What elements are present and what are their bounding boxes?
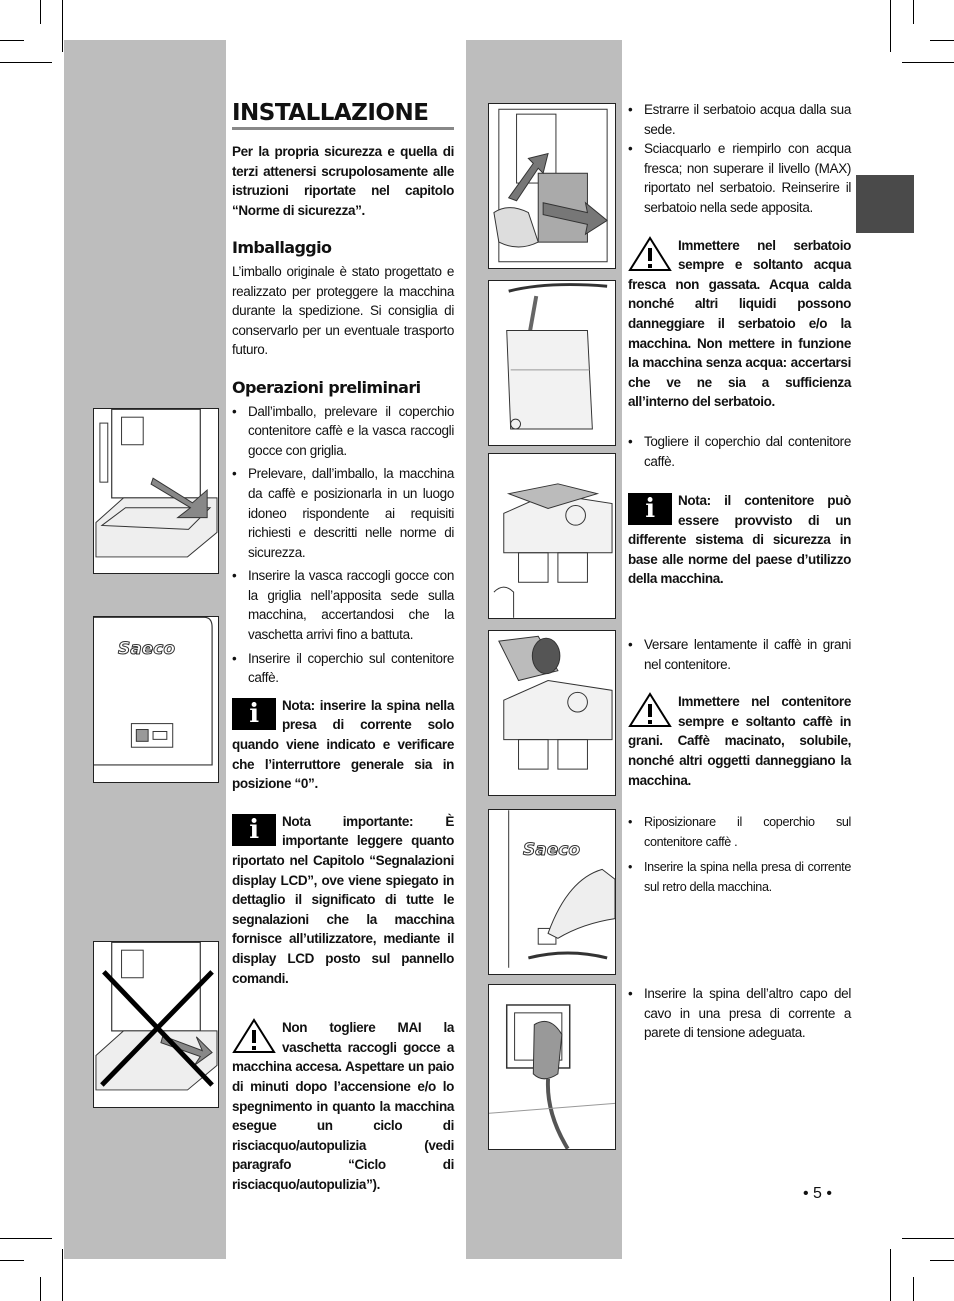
brand-logo: Saeco [118,639,176,659]
note-contenitore [628,491,851,589]
note-importante [232,812,454,988]
water-fill-illustration [489,281,615,445]
warning-acqua-text: Immettere nel serbatoio sempre e soltanto acqua fresca non gassata. Acqua calda nonché altri liquidi possono danneggiare il serbatoio e/o la macchina. Non mettere in funzione la macchina senza acqua: accertarsi che ve ne sia a sufficienza all’interno del serbatoio. [628,237,851,410]
note-spina [232,696,454,794]
versare-list [628,635,851,674]
drip-tray-illustration [94,409,218,573]
figure-drip-tray-insert [93,408,219,574]
list-item: • Sciacquarlo e riempirlo con acqua fresca; non superare il livello (MAX) riportato nel serbatoio. Reinserire il serbatoio nella sede apposita. [628,139,851,217]
intro-text: Per la propria sicurezza e quella di terzi attenersi scrupolosamente alle istruzioni riportate nel capitolo “Norme di sicurezza”. [232,144,454,218]
left-text-column [232,140,454,1195]
page-number: • 5 • [803,1185,832,1202]
info-icon: i [232,698,276,730]
info-icon: i [628,493,672,525]
pour-beans-illustration [489,631,615,795]
warning-icon [232,1018,276,1054]
warning-caffe-text: Immettere nel contenitore sempre e soltanto caffè in grani. Caffè macinato, solubile, nonché altri oggetti danneggiano la macchina. [628,694,851,788]
figure-remove-bean-lid [488,453,616,619]
plug-machine-illustration [489,810,615,974]
parete-list [628,984,851,1043]
figure-fill-water-tank [488,280,616,446]
water-tank-remove-illustration [489,104,615,268]
info-icon: i [232,814,276,846]
list-item: • Riposizionare il coperchio sul contenitore caffè . [628,813,851,852]
warning-acqua [628,236,851,412]
right-text-column [628,100,851,589]
wall-socket-illustration [489,985,615,1149]
list-item: • Versare lentamente il caffè in grani nel contenitore. [628,635,851,674]
warning-caffe [628,692,851,790]
brand-logo-2: Saeco [523,840,581,860]
imballaggio-text: L’imballo originale è stato progettato e realizzato per proteggere la macchina durante la spedizione. Si consiglia di conservarlo per un eventuale trasporto futuro. [232,263,454,358]
list-item: • Dall’imballo, prelevare il coperchio contenitore caffè e la vasca raccogli gocce con griglia. [232,402,454,461]
warning-icon [628,236,672,272]
right-spina-block [628,813,851,897]
list-item: • Inserire la vasca raccogli gocce con la griglia nell’apposita sede sulla macchina, accertandosi che la vaschetta arrivi fino a battuta. [232,566,454,644]
serbatoio-list [628,100,851,218]
drip-tray-forbidden-illustration [94,942,218,1107]
warning-vaschetta [232,1018,454,1194]
list-item: • Estrarre il serbatoio acqua dalla sua sede. [628,100,851,139]
figure-plug-machine [488,809,616,975]
chapter-tab [856,175,914,233]
figure-wall-socket [488,984,616,1150]
list-item: • Inserire la spina dell’altro capo del cavo in una presa di corrente a parete di tensione adeguata. [628,984,851,1043]
warning-vaschetta-text: Non togliere MAI la vaschetta raccogli gocce a macchina accesa. Aspettare un paio di minuti dopo l’accensione e/o lo spegnimento in quanto la macchina esegue un ciclo di risciacquo/autopulizia (vedi paragrafo “Ciclo di risciacquo/autopulizia”). [232,1020,454,1192]
figure-drip-tray-forbidden [93,941,219,1108]
note-importante-text: Nota importante: È importante leggere quanto riportato nel Capitolo “Segnalazioni display LCD”, ove viene spiegato in dettaglio il significato di tutte le segnalazioni che la macchina fornisce all’utilizzatore, mediante il display LCD posto sul pannello comandi. [232,813,454,986]
warning-icon [628,692,672,728]
list-item: • Inserire la spina nella presa di corrente sul retro della macchina. [628,858,851,897]
right-parete-block [628,984,851,1043]
figure-machine-back [93,616,219,783]
right-versare-block [628,635,851,790]
list-item: • Togliere il coperchio dal contenitore caffè. [628,432,851,471]
heading-operazioni: Operazioni preliminari [232,377,421,397]
figure-pour-beans [488,630,616,796]
operazioni-list [232,402,454,688]
page-title: INSTALLAZIONE [232,100,454,130]
list-item: • Prelevare, dall’imballo, la macchina da caffè e posizionarla in un luogo idoneo rispondente ai requisiti richiesti e descritti nelle norme di sicurezza. [232,464,454,562]
note-spina-text: Nota: inserire la spina nella presa di corrente solo quando viene indicato e verificare che l’interruttore generale sia in posizione “0”. [232,697,454,792]
note-contenitore-text: Nota: il contenitore può essere provvisto di un differente sistema di sicurezza in base alle norme del paese d’utilizzo della macchina. [628,493,851,587]
spina-list [628,813,851,897]
heading-imballaggio: Imballaggio [232,238,332,258]
coperchio-list [628,432,851,471]
figure-remove-water-tank [488,103,616,269]
list-item: • Inserire il coperchio sul contenitore caffè. [232,649,454,688]
bean-lid-illustration [489,454,615,618]
